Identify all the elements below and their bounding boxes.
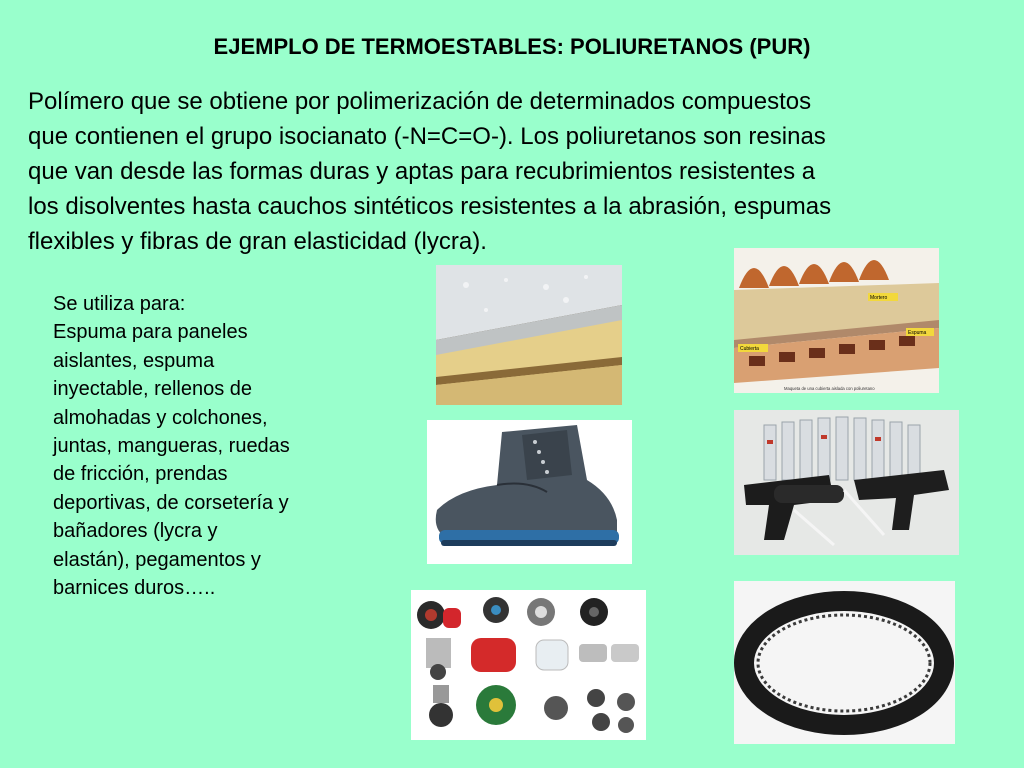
uses-line: Se utiliza para: (53, 293, 186, 315)
wheels-image (411, 590, 646, 740)
intro-line: flexibles y fibras de gran elasticidad (lycra). (28, 228, 487, 255)
roof-caption: Maqueta de una cubierta aislada con poliuretano (784, 386, 875, 391)
label-espuma: Espuma (908, 330, 927, 336)
foam-panel-image (436, 265, 622, 405)
sealant-guns-image (734, 410, 959, 555)
intro-line: los disolventes hasta cauchos sintéticos resistentes a la abrasión, espumas (28, 193, 832, 220)
uses-line: juntas, mangueras, ruedas (53, 435, 290, 458)
intro-paragraph (28, 84, 1003, 259)
uses-line: deportivas, de corsetería y (53, 491, 289, 514)
uses-line: elastán), pegamentos y (53, 548, 261, 571)
uses-line: Espuma para paneles (53, 321, 248, 344)
safety-boot-image (427, 420, 632, 564)
uses-line: bañadores (lycra y (53, 520, 218, 543)
uses-line: almohadas y colchones, (53, 406, 268, 429)
uses-line: de fricción, prendas (53, 463, 228, 486)
roof-model-image (734, 248, 939, 393)
intro-line: que van desde las formas duras y aptas para recubrimientos resistentes a (28, 158, 816, 185)
label-mortero: Mortero (870, 295, 888, 301)
intro-line: que contienen el grupo isocianato (-N=C=O-). Los poliuretanos son resinas (28, 123, 826, 150)
uses-text (53, 290, 371, 602)
label-cubierta: Cubierta (740, 346, 759, 352)
intro-line: Polímero que se obtiene por polimerización de determinados compuestos (28, 88, 812, 115)
uses-line: barnices duros….. (53, 577, 216, 600)
uses-line: inyectable, rellenos de (53, 378, 253, 401)
timing-belt-image (734, 581, 955, 744)
uses-line: aislantes, espuma (53, 349, 215, 372)
slide-title: EJEMPLO DE TERMOESTABLES: POLIURETANOS (PUR) (213, 34, 811, 59)
